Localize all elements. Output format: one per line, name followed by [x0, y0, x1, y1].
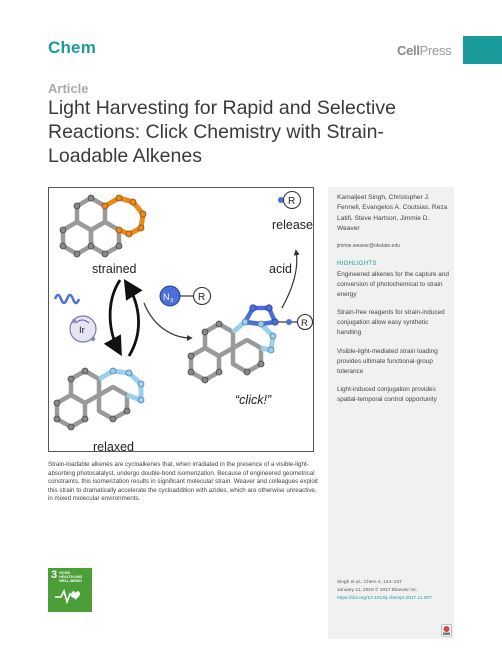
citation-journal: Singh et al., Chem 4, 124–137: [337, 580, 402, 585]
highlight-item: Visible-light-mediated strain loading provides ultimate functional-group tolerance: [337, 347, 438, 375]
highlights-heading: HIGHLIGHTS: [337, 261, 377, 267]
label-relaxed: relaxed: [93, 440, 134, 453]
journal-logo: Chem: [48, 38, 97, 57]
label-r-top: R: [288, 196, 296, 207]
light-wave-icon: [55, 295, 79, 303]
sdg-badge: [48, 568, 92, 612]
label-r-azide: R: [198, 292, 206, 303]
brand-color-block: [463, 36, 502, 64]
highlight-item: Light-induced conjugation provides spatial-temporal control opportunity: [337, 386, 437, 404]
article-type: Article: [48, 81, 89, 96]
iridium-catalyst-icon: [70, 316, 96, 342]
released-payload: [278, 192, 301, 209]
label-release: release: [272, 218, 313, 232]
graphical-abstract: [48, 187, 314, 452]
publisher-logo-cell: Cell: [397, 43, 420, 58]
label-ir: Ir: [79, 325, 85, 336]
doi-link[interactable]: https://doi.org/10.1016/j.chempr.2017.11.007: [337, 596, 432, 601]
label-click: “click!”: [235, 393, 272, 407]
citation-date: January 11, 2018 © 2017 Elsevier Inc.: [337, 588, 419, 593]
figure-caption: Strain-loadable alkenes are cycloalkenes that, when irradiated in the presence of a visible-light-absorbing photocatalyst, undergo double-bond isomerization. Because of engineered geometrical constraints, this isomerization results in significant molecular strain. Weaver and colleagues exploit this strain to dramatically accelerate the cycloaddition with azides, which are otherwise unreactive, in mixed molecular environments.: [48, 461, 318, 503]
strained-alkene-structure: [60, 195, 146, 257]
sdg-text: GOOD HEALTH AND WELL-BEING: [59, 571, 83, 584]
highlights-list: [337, 270, 449, 414]
azide-reagent: [160, 286, 211, 306]
heartbeat-icon: [55, 588, 85, 604]
publisher-logo-press: Press: [419, 43, 452, 58]
arrow-relax: [110, 280, 120, 351]
label-r-product: R: [301, 318, 308, 329]
label-strained: strained: [92, 262, 137, 276]
crossmark-icon[interactable]: [441, 624, 452, 637]
sdg-number: 3: [51, 569, 58, 581]
citation-block: [337, 579, 452, 603]
author-list: Kamaljeet Singh, Christopher J. Fennell, Evangelos A. Coutsias, Reza Latifi, Steve Hartson, Jimmie D. Weaver: [337, 194, 448, 233]
arrow-strain: [127, 284, 139, 356]
label-n3: N: [163, 292, 170, 302]
corresponding-email[interactable]: jimmie.weaver@okstate.edu: [337, 243, 400, 249]
arrow-release: [282, 251, 297, 308]
graphical-abstract-drawing: [49, 188, 314, 452]
highlight-item: Strain-free reagents for strain-induced conjugation allow easy synthetic handling: [337, 309, 445, 337]
click-product-structure: [188, 305, 313, 383]
relaxed-alkene-structure: [54, 368, 144, 430]
article-title: Light Harvesting for Rapid and Selective Reactions: Click Chemistry with Strain-Loadable Alkenes: [48, 97, 396, 167]
highlight-item: Engineered alkenes for the capture and conversion of photochemical to strain energy: [337, 271, 449, 298]
label-n3-subscript: 3: [170, 298, 174, 304]
arrow-to-click: [144, 303, 191, 338]
label-acid: acid: [269, 262, 292, 276]
publisher-logo: [397, 43, 451, 58]
